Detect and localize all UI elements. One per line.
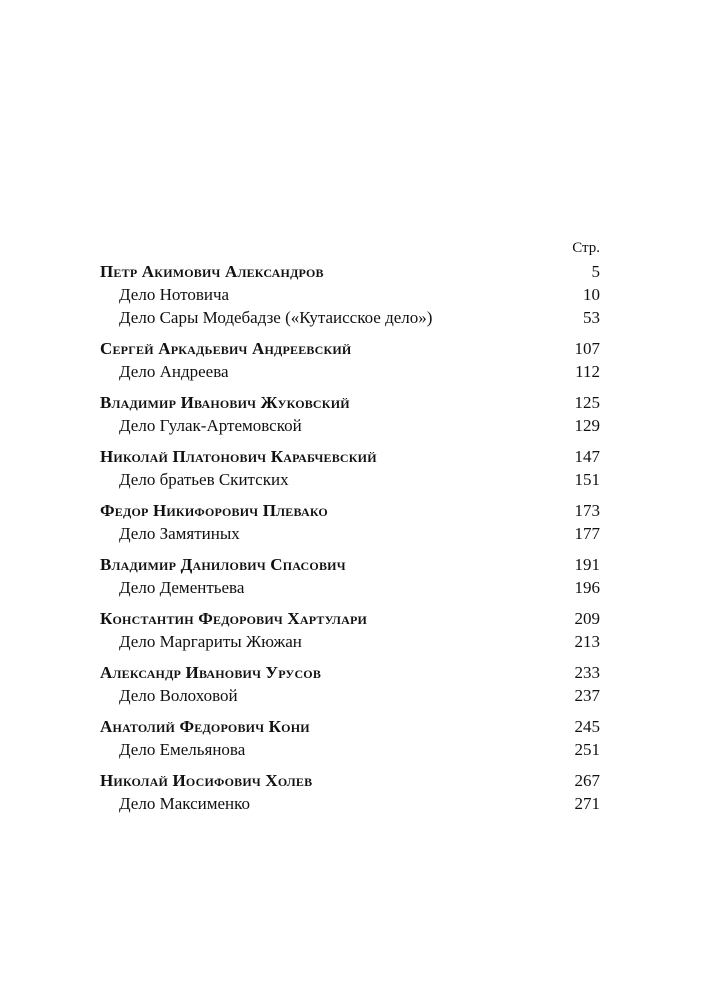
toc-author-row bbox=[100, 260, 600, 283]
case-title: Дело Волоховой bbox=[119, 686, 238, 705]
toc-case-row bbox=[100, 576, 600, 599]
toc-author-row bbox=[100, 445, 600, 468]
author-name: Владимир Иванович Жуковский bbox=[100, 393, 350, 412]
page-number: 196 bbox=[574, 578, 600, 597]
author-name: Сергей Аркадьевич Андреевский bbox=[100, 339, 352, 358]
toc-author-row bbox=[100, 337, 600, 360]
author-name: Константин Федорович Хартулари bbox=[100, 609, 368, 628]
case-title: Дело Маргариты Жюжан bbox=[119, 632, 302, 651]
toc-section bbox=[100, 715, 600, 761]
page-number: 112 bbox=[575, 362, 600, 381]
author-name: Владимир Данилович Спасович bbox=[100, 555, 346, 574]
toc-case-row bbox=[100, 468, 600, 491]
page-number: 129 bbox=[574, 416, 600, 435]
toc-case-row bbox=[100, 283, 600, 306]
page-number: 237 bbox=[574, 686, 600, 705]
table-of-contents bbox=[100, 236, 600, 823]
case-title: Дело Максименко bbox=[119, 794, 251, 813]
page-number: 271 bbox=[574, 794, 600, 813]
toc-case-row bbox=[100, 306, 600, 329]
toc-author-row bbox=[100, 391, 600, 414]
case-title: Дело Замятиных bbox=[119, 524, 240, 543]
toc-case-row bbox=[100, 522, 600, 545]
page-number: 177 bbox=[574, 524, 600, 543]
page-number: 267 bbox=[574, 771, 600, 790]
page-number: 251 bbox=[574, 740, 600, 759]
case-title: Дело Гулак-Артемовской bbox=[119, 416, 302, 435]
author-name: Александр Иванович Урусов bbox=[100, 663, 322, 682]
author-name: Петр Акимович Александров bbox=[100, 262, 324, 281]
toc-section bbox=[100, 553, 600, 599]
page-number: 107 bbox=[574, 339, 600, 358]
toc-case-row bbox=[100, 414, 600, 437]
toc-section bbox=[100, 769, 600, 815]
page-number: 209 bbox=[574, 609, 600, 628]
page-number: 10 bbox=[583, 285, 600, 304]
toc-section bbox=[100, 391, 600, 437]
toc-section bbox=[100, 337, 600, 383]
toc-case-row bbox=[100, 360, 600, 383]
page-number: 151 bbox=[574, 470, 600, 489]
toc-case-row bbox=[100, 684, 600, 707]
page-number: 53 bbox=[583, 308, 600, 327]
toc-section bbox=[100, 445, 600, 491]
case-title: Дело братьев Скитских bbox=[119, 470, 289, 489]
page-number: 233 bbox=[574, 663, 600, 682]
toc-case-row bbox=[100, 792, 600, 815]
case-title: Дело Нотовича bbox=[119, 285, 230, 304]
toc-author-row bbox=[100, 715, 600, 738]
toc-author-row bbox=[100, 769, 600, 792]
page-number: 191 bbox=[574, 555, 600, 574]
author-name: Федор Никифорович Плевако bbox=[100, 501, 328, 520]
toc-section bbox=[100, 499, 600, 545]
toc-section bbox=[100, 661, 600, 707]
toc-author-row bbox=[100, 607, 600, 630]
page-number: 245 bbox=[574, 717, 600, 736]
page-number: 125 bbox=[574, 393, 600, 412]
case-title: Дело Емельянова bbox=[119, 740, 246, 759]
author-name: Анатолий Федорович Кони bbox=[100, 717, 310, 736]
author-name: Николай Иосифович Холев bbox=[100, 771, 313, 790]
toc-author-row bbox=[100, 553, 600, 576]
page-number: 213 bbox=[574, 632, 600, 651]
toc-author-row bbox=[100, 499, 600, 522]
toc-section bbox=[100, 260, 600, 329]
toc-section bbox=[100, 607, 600, 653]
toc-case-row bbox=[100, 630, 600, 653]
toc-sections bbox=[100, 260, 600, 815]
page-number: 5 bbox=[591, 262, 600, 281]
page-number: 173 bbox=[574, 501, 600, 520]
page-number: 147 bbox=[574, 447, 600, 466]
page-column-label: Стр. bbox=[572, 240, 600, 256]
case-title: Дело Дементьева bbox=[119, 578, 245, 597]
toc-author-row bbox=[100, 661, 600, 684]
toc-case-row bbox=[100, 738, 600, 761]
case-title: Дело Сары Модебадзе («Кутаисское дело») bbox=[119, 308, 433, 327]
case-title: Дело Андреева bbox=[119, 362, 229, 381]
author-name: Николай Платонович Карабчевский bbox=[100, 447, 377, 466]
